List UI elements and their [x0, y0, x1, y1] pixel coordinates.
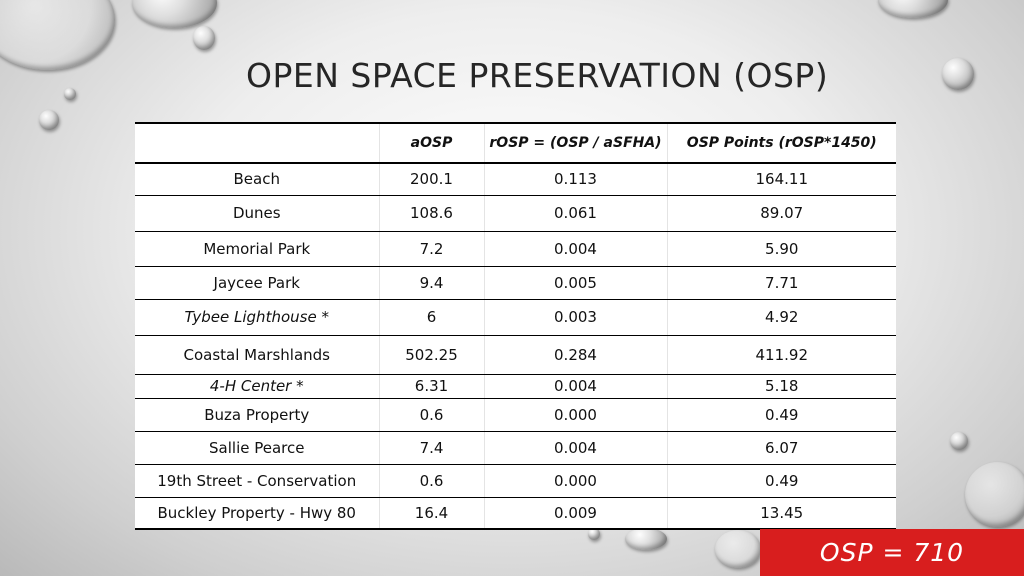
water-droplet [625, 528, 667, 550]
header-aosp: aOSP [379, 123, 484, 163]
aosp-cell: 502.25 [379, 335, 484, 374]
water-droplet [878, 0, 948, 18]
table-row [135, 464, 896, 497]
site-name: 19th Street - Conservation [157, 471, 357, 490]
header-osp-points: OSP Points (rOSP*1450) [667, 123, 896, 163]
rosp-cell: 0.000 [484, 464, 667, 497]
table-header-row [135, 123, 896, 163]
water-droplet [132, 0, 217, 28]
site-name-cell [135, 231, 379, 266]
water-droplet [64, 88, 76, 100]
table-row [135, 231, 896, 266]
water-droplet [950, 432, 968, 450]
aosp-cell: 7.4 [379, 431, 484, 464]
aosp-cell: 200.1 [379, 163, 484, 195]
osp-points-cell: 13.45 [667, 497, 896, 529]
site-name-cell [135, 374, 379, 398]
water-droplet [39, 110, 59, 130]
osp-points-cell: 5.18 [667, 374, 896, 398]
table-row [135, 374, 896, 398]
rosp-cell: 0.061 [484, 195, 667, 231]
rosp-cell: 0.284 [484, 335, 667, 374]
table-row [135, 497, 896, 529]
site-name: Tybee Lighthouse [184, 308, 317, 326]
water-droplet [965, 462, 1024, 527]
osp-total-box [760, 529, 1024, 576]
site-name-cell [135, 398, 379, 431]
table-row [135, 266, 896, 299]
rosp-cell: 0.004 [484, 431, 667, 464]
site-name-cell [135, 335, 379, 374]
aosp-cell: 16.4 [379, 497, 484, 529]
header-site [135, 123, 379, 163]
rosp-cell: 0.113 [484, 163, 667, 195]
aosp-cell: 0.6 [379, 464, 484, 497]
site-name-cell [135, 163, 379, 195]
table-row [135, 431, 896, 464]
table-row [135, 398, 896, 431]
site-name: Dunes [232, 204, 281, 222]
site-name-suffix: * [291, 377, 304, 395]
site-name: Memorial Park [203, 239, 311, 258]
osp-points-cell: 411.92 [667, 335, 896, 374]
table-row [135, 335, 896, 374]
water-droplet [0, 0, 115, 70]
site-name-cell [135, 497, 379, 529]
site-name-cell [135, 299, 379, 335]
header-rosp: rOSP = (OSP / aSFHA) [484, 123, 667, 163]
osp-points-cell: 0.49 [667, 398, 896, 431]
water-droplet [942, 58, 974, 90]
site-name: Sallie Pearce [209, 438, 305, 457]
osp-table [135, 122, 896, 530]
aosp-cell: 9.4 [379, 266, 484, 299]
osp-points-cell: 5.90 [667, 231, 896, 266]
aosp-cell: 6.31 [379, 374, 484, 398]
site-name-suffix: * [316, 308, 329, 326]
slide-title: OPEN SPACE PRESERVATION (OSP) [246, 56, 829, 95]
site-name-cell [135, 464, 379, 497]
osp-points-cell: 164.11 [667, 163, 896, 195]
osp-points-cell: 0.49 [667, 464, 896, 497]
rosp-cell: 0.005 [484, 266, 667, 299]
rosp-cell: 0.004 [484, 231, 667, 266]
rosp-cell: 0.003 [484, 299, 667, 335]
site-name: 4-H Center [209, 377, 292, 395]
rosp-cell: 0.004 [484, 374, 667, 398]
osp-points-cell: 6.07 [667, 431, 896, 464]
site-name-cell [135, 431, 379, 464]
osp-total-label: OSP = 710 [819, 538, 965, 567]
rosp-cell: 0.009 [484, 497, 667, 529]
site-name: Beach [233, 170, 280, 189]
site-name: Buza Property [204, 405, 310, 424]
osp-points-cell: 4.92 [667, 299, 896, 335]
aosp-cell: 108.6 [379, 195, 484, 231]
water-droplet [715, 530, 761, 568]
aosp-cell: 7.2 [379, 231, 484, 266]
site-name-cell [135, 266, 379, 299]
rosp-cell: 0.000 [484, 398, 667, 431]
osp-points-cell: 89.07 [667, 195, 896, 231]
site-name-cell [135, 195, 379, 231]
aosp-cell: 0.6 [379, 398, 484, 431]
osp-points-cell: 7.71 [667, 266, 896, 299]
table-row [135, 195, 896, 231]
aosp-cell: 6 [379, 299, 484, 335]
site-name: Coastal Marshlands [183, 345, 330, 364]
water-droplet [193, 26, 215, 50]
table-row [135, 299, 896, 335]
site-name: Buckley Property - Hwy 80 [157, 503, 356, 522]
site-name: Jaycee Park [213, 273, 300, 292]
table-row [135, 163, 896, 195]
